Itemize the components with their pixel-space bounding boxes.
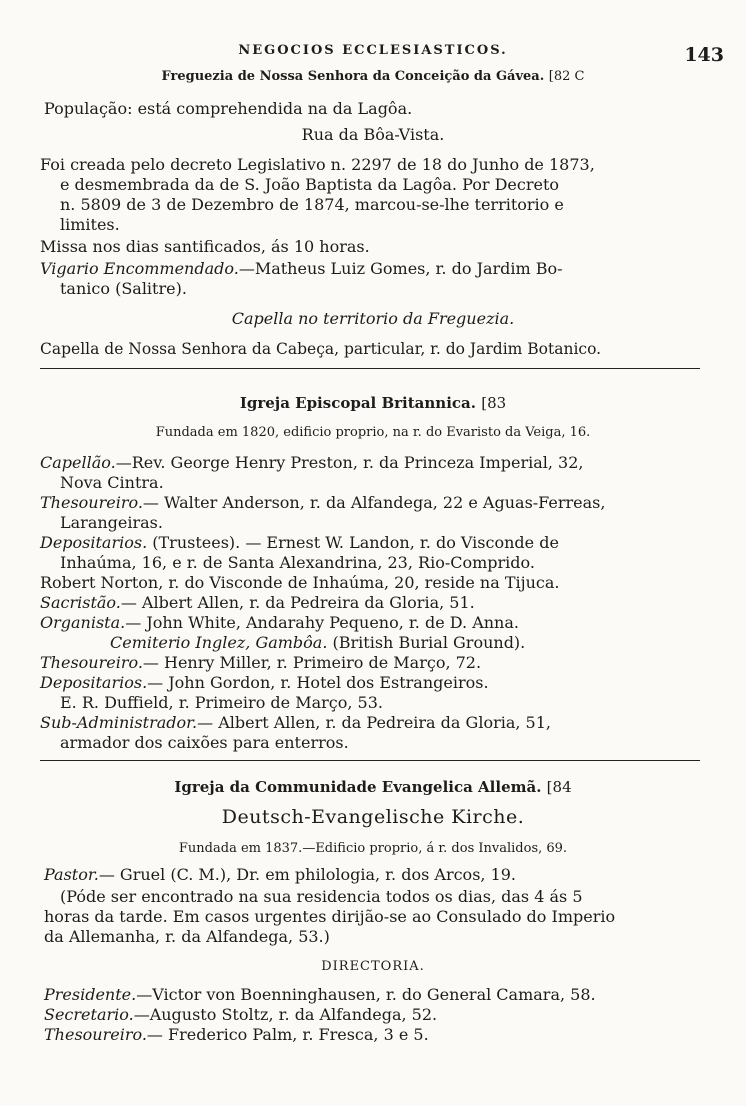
cemetery-row [40,672,489,694]
row-text: — Gruel (C. M.), Dr. em philologia, r. dos Arcos, 19. [98,865,517,884]
cemetery-english: (British Burial Ground). [332,633,526,652]
row-text: —Rev. George Henry Preston, r. da Princeza Imperial, 32, [115,453,584,472]
german-title-text: Igreja da Communidade Evangelica Allemã. [174,778,542,796]
cemetery-row: E. R. Duffield, r. Primeiro de Março, 53. [60,693,383,712]
row-text: —Augusto Stoltz, r. da Alfandega, 52. [133,1005,438,1024]
german-note: (Póde ser encontrado na sua residencia todos os dias, das 4 ás 5 [60,887,583,906]
section-divider [40,368,700,369]
cemetery-row [40,712,551,734]
row-text: —Victor von Boenninghausen, r. do General Camara, 58. [136,985,596,1004]
row-role: Sub-Administrador. [40,713,198,732]
row-role: Sacristão. [40,593,121,612]
row-role: Depositarios. [40,673,148,692]
row-role: Thesoureiro. [44,1025,147,1044]
vigario-text: —Matheus Luiz Gomes, r. do Jardim Bo- [238,259,563,278]
row-role: Secretario. [44,1005,134,1024]
british-row [40,592,475,614]
row-text: — Albert Allen, r. da Pedreira da Gloria, 51. [120,593,475,612]
row-text: — John White, Andarahy Pequeno, r. de D. Anna. [125,613,519,632]
british-row: Robert Norton, r. do Visconde de Inhaúma, 20, reside na Tijuca. [40,573,560,592]
row-role: Thesoureiro. [40,653,143,672]
page-number: 143 [684,44,724,66]
parish-line: e desmembrada da de S. João Baptista da Lagôa. Por Decreto [60,175,560,194]
parish-line: Foi creada pelo decreto Legislativo n. 2297 de 18 do Junho de 1873, [40,155,595,174]
parish-line: limites. [60,215,120,234]
directory-row [44,1004,437,1026]
german-fraktur-title: Deutsch-Evangelische Kirche. [221,806,525,828]
parish-population: População: está comprehendida na da Lagôa. [44,99,413,118]
directory-row [44,984,596,1006]
row-role: Capellão. [40,453,116,472]
row-role: Presidente. [44,985,137,1004]
british-title-text: Igreja Episcopal Britannica. [239,394,476,412]
parish-mass: Missa nos dias santificados, ás 10 horas. [40,237,370,256]
parish-address: Rua da Bôa-Vista. [301,125,445,144]
parish-ref: [82 C [548,69,585,84]
section-divider [40,760,700,761]
cemetery-heading [110,632,525,654]
row-text: — Walter Anderson, r. da Alfandega, 22 e Aguas-Ferreas, [142,493,606,512]
british-founded: Fundada em 1820, edificio proprio, na r. do Evaristo da Veiga, 16. [155,425,591,440]
parish-title-text: Freguezia de Nossa Senhora da Conceição da Gávea. [161,69,545,84]
british-row [40,532,559,554]
british-row: Nova Cintra. [60,473,164,492]
british-row [40,492,605,514]
british-row [40,612,519,634]
german-note: horas da tarde. Em casos urgentes dirijão-se ao Consulado do Imperio [44,907,616,926]
cemetery-row [40,652,481,674]
row-text: — Frederico Palm, r. Fresca, 3 e 5. [146,1025,429,1044]
row-text: — Albert Allen, r. da Pedreira da Gloria, 51, [197,713,551,732]
british-row: Inhaúma, 16, e r. de Santa Alexandrina, 23, Rio-Comprido. [60,553,535,572]
german-ref: [84 [546,778,572,796]
row-role: Depositarios. [40,533,148,552]
parish-vigario-cont: tanico (Salitre). [60,279,187,298]
british-row [40,452,583,474]
row-text: — John Gordon, r. Hotel dos Estrangeiros. [147,673,489,692]
parish-line: n. 5809 de 3 de Dezembro de 1874, marcou-se-lhe territorio e [60,195,564,214]
british-title [0,392,746,414]
cemetery-name: Cemiterio Inglez, Gambôa. [110,633,328,652]
parish-title [0,66,746,88]
german-title [0,776,746,798]
british-ref: [83 [481,394,507,412]
row-text: — Henry Miller, r. Primeiro de Março, 72. [142,653,482,672]
chapel-heading: Capella no territorio da Freguezia. [231,309,515,328]
cemetery-row: armador dos caixões para enterros. [60,733,349,752]
vigario-role: Vigario Encommendado. [40,259,239,278]
running-title: NEGOCIOS ECCLESIASTICOS. [238,43,508,58]
german-note: da Allemanha, r. da Alfandega, 53.) [44,927,330,946]
parish-vigario [40,258,563,280]
directory-heading: DIRECTORIA. [321,959,425,974]
row-role: Organista. [40,613,126,632]
chapel-line: Capella de Nossa Senhora da Cabeça, particular, r. do Jardim Botanico. [40,340,602,358]
row-text: (Trustees). — Ernest W. Landon, r. do Visconde de [147,533,559,552]
row-role: Thesoureiro. [40,493,143,512]
german-founded: Fundada em 1837.—Edificio proprio, á r. dos Invalidos, 69. [178,841,568,856]
german-pastor [44,864,516,886]
row-role: Pastor. [44,865,99,884]
british-row: Larangeiras. [60,513,163,532]
directory-row [44,1024,429,1046]
